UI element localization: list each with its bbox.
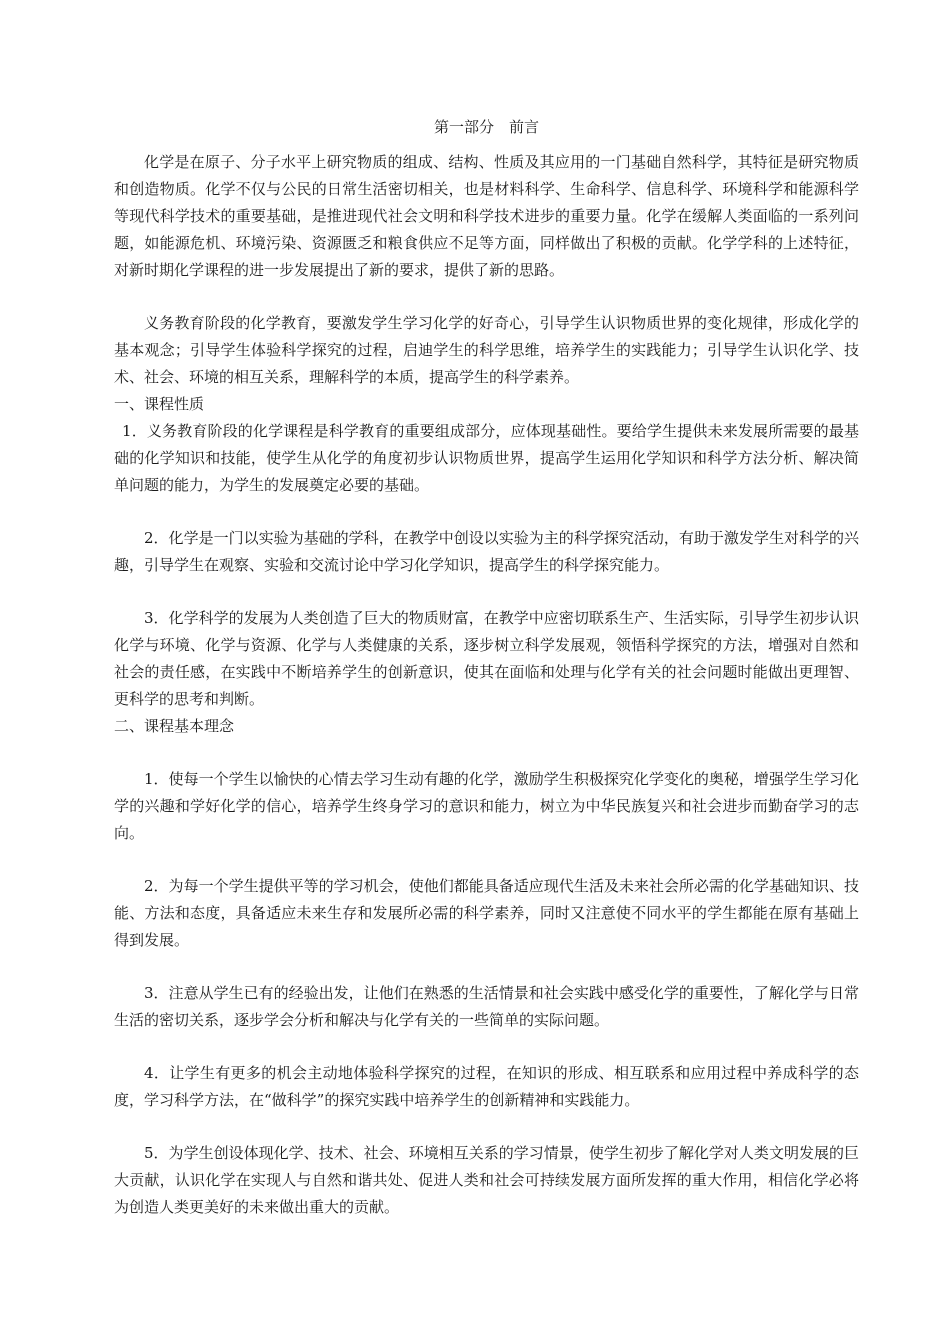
- course-nature-item-2: 2．化学是一门以实验为基础的学科，在教学中创设以实验为主的科学探究活动，有助于激发学生对科学的兴趣，引导学生在观察、实验和交流讨论中学习化学知识，提高学生的科学探究能力。: [114, 529, 859, 574]
- basic-concept-item-2: 2．为每一个学生提供平等的学习机会，使他们都能具备适应现代生活及未来社会所必需的化学基础知识、技能、方法和态度，具备适应未来生存和发展所必需的科学素养，同时又注意使不同水平的学生都能在原有基础上得到发展。: [114, 877, 859, 949]
- basic-concept-item-5: 5．为学生创设体现化学、技术、社会、环境相互关系的学习情景，使学生初步了解化学对人类文明发展的巨大贡献，认识化学在实现人与自然和谐共处、促进人类和社会可持续发展方面所发挥的重大作用，相信化学必将为创造人类更美好的未来做出重大的贡献。: [114, 1144, 859, 1216]
- section-heading-course-nature: 一、课程性质: [114, 395, 205, 413]
- document-body: [114, 113, 859, 1221]
- basic-concept-item-4: 4．让学生有更多的机会主动地体验科学探究的过程，在知识的形成、相互联系和应用过程中养成科学的态度，学习科学方法，在“做科学”的探究实践中培养学生的创新精神和实践能力。: [114, 1064, 859, 1109]
- course-nature-item-3: 3．化学科学的发展为人类创造了巨大的物质财富，在教学中应密切联系生产、生活实际，引导学生初步认识化学与环境、化学与资源、化学与人类健康的关系，逐步树立科学发展观，领悟科学探究的方法，增强对自然和社会的责任感，在实践中不断培养学生的创新意识，使其在面临和处理与化学有关的社会问题时能做出更理智、更科学的思考和判断。: [114, 609, 859, 708]
- section-heading-basic-concepts: 二、课程基本理念: [114, 717, 235, 735]
- basic-concept-item-3: 3．注意从学生已有的经验出发，让他们在熟悉的生活情景和社会实践中感受化学的重要性，了解化学与日常生活的密切关系，逐步学会分析和解决与化学有关的一些简单的实际问题。: [114, 984, 859, 1029]
- page-title: 第一部分 前言: [433, 118, 539, 136]
- basic-concept-item-1: 1．使每一个学生以愉快的心情去学习生动有趣的化学，激励学生积极探究化学变化的奥秘，增强学生学习化学的兴趣和学好化学的信心，培养学生终身学习的意识和能力，树立为中华民族复兴和社会进步而勤奋学习的志向。: [114, 770, 859, 842]
- intro-paragraph-2: 义务教育阶段的化学教育，要激发学生学习化学的好奇心，引导学生认识物质世界的变化规律，形成化学的基本观念；引导学生体验科学探究的过程，启迪学生的科学思维，培养学生的实践能力；引导学生认识化学、技术、社会、环境的相互关系，理解科学的本质，提高学生的科学素养。: [114, 314, 859, 386]
- intro-paragraph-1: 化学是在原子、分子水平上研究物质的组成、结构、性质及其应用的一门基础自然科学，其特征是研究物质和创造物质。化学不仅与公民的日常生活密切相关，也是材料科学、生命科学、信息科学、环境科学和能源科学等现代科学技术的重要基础，是推进现代社会文明和科学技术进步的重要力量。化学在缓解人类面临的一系列问题，如能源危机、环境污染、资源匮乏和粮食供应不足等方面，同样做出了积极的贡献。化学学科的上述特征，对新时期化学课程的进一步发展提出了新的要求，提供了新的思路。: [114, 153, 859, 279]
- course-nature-item-1: 1．义务教育阶段的化学课程是科学教育的重要组成部分，应体现基础性。要给学生提供未来发展所需要的最基础的化学知识和技能，使学生从化学的角度初步认识物质世界，提高学生运用化学知识和科学方法分析、解决简单问题的能力，为学生的发展奠定必要的基础。: [114, 422, 859, 494]
